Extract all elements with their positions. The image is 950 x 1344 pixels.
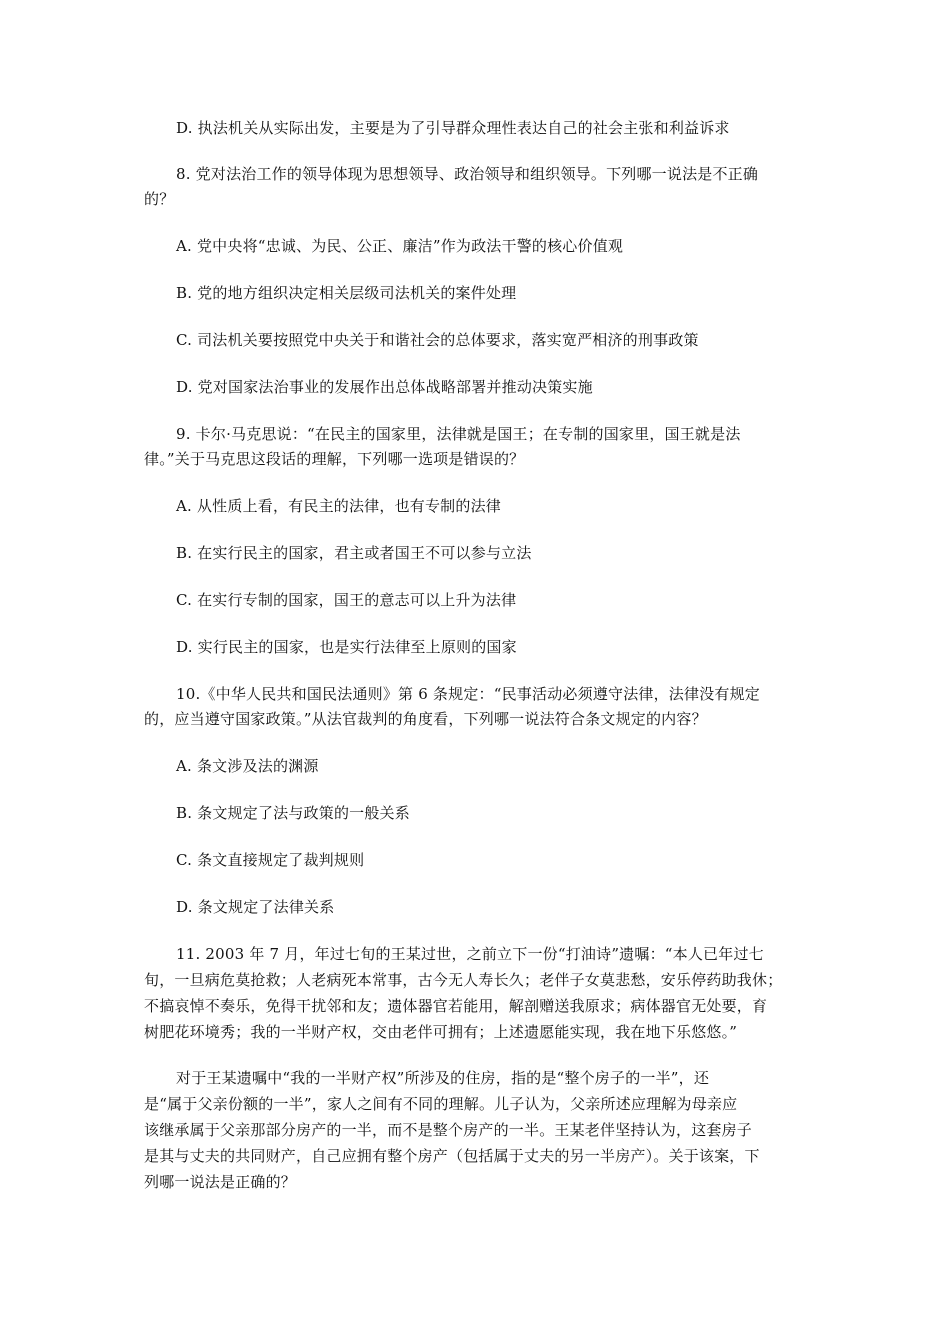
q11-para2-line3: 该继承属于父亲那部分房产的一半，而不是整个房产的一半。王某老伴坚持认为，这套房子	[144, 1121, 753, 1139]
q10-option-d: D. 条文规定了法律关系	[176, 898, 335, 916]
q11-stem-line3: 不搞哀悼不奏乐，免得干扰邻和友；遗体器官若能用，解剖赠送我原求；病体器官无处要，育	[144, 997, 768, 1015]
q8-stem-line2: 的？	[144, 190, 175, 208]
q8-stem-line1: 8. 党对法治工作的领导体现为思想领导、政治领导和组织领导。下列哪一说法是不正确	[176, 165, 759, 183]
q8-option-a: A. 党中央将“忠诚、为民、公正、廉洁”作为政法干警的核心价值观	[176, 237, 624, 255]
q10-stem-line2: 的，应当遵守国家政策。”从法官裁判的角度看，下列哪一说法符合条文规定的内容？	[144, 710, 707, 728]
q8-option-d: D. 党对国家法治事业的发展作出总体战略部署并推动决策实施	[176, 378, 593, 396]
q7-option-d: D. 执法机关从实际出发，主要是为了引导群众理性表达自己的社会主张和利益诉求	[176, 119, 730, 137]
q10-option-c: C. 条文直接规定了裁判规则	[176, 851, 365, 869]
q9-stem-line1: 9. 卡尔·马克思说：“在民主的国家里，法律就是国王；在专制的国家里，国王就是法	[176, 425, 741, 443]
q9-option-a: A. 从性质上看，有民主的法律，也有专制的法律	[176, 497, 501, 515]
q10-option-a: A. 条文涉及法的渊源	[176, 757, 319, 775]
q11-para2-line2: 是“属于父亲份额的一半”，家人之间有不同的理解。儿子认为，父亲所述应理解为母亲应	[144, 1095, 738, 1113]
q8-option-b: B. 党的地方组织决定相关层级司法机关的案件处理	[176, 284, 517, 302]
q9-option-d: D. 实行民主的国家，也是实行法律至上原则的国家	[176, 638, 517, 656]
q11-para2-line1: 对于王某遗嘱中“我的一半财产权”所涉及的住房，指的是“整个房子的一半”，还	[176, 1069, 710, 1087]
q11-para2-line5: 列哪一说法是正确的？	[144, 1173, 297, 1191]
q11-stem-line4: 树肥花环境秀；我的一半财产权，交由老伴可拥有；上述遗愿能实现，我在地下乐悠悠。”	[144, 1023, 738, 1041]
q11-stem-line1: 11. 2003 年 7 月，年过七旬的王某过世，之前立下一份“打油诗”遗嘱：“本人已年过七	[176, 945, 764, 963]
q9-option-c: C. 在实行专制的国家，国王的意志可以上升为法律	[176, 591, 517, 609]
q10-stem-line1: 10.《中华人民共和国民法通则》第 6 条规定：“民事活动必须遵守法律，法律没有规定	[176, 685, 761, 703]
q11-para2-line4: 是其与丈夫的共同财产，自己应拥有整个房产（包括属于丈夫的另一半房产）。关于该案，下	[144, 1147, 760, 1165]
q10-option-b: B. 条文规定了法与政策的一般关系	[176, 804, 410, 822]
q9-stem-line2: 律。”关于马克思这段话的理解，下列哪一选项是错误的？	[144, 450, 525, 468]
q8-option-c: C. 司法机关要按照党中央关于和谐社会的总体要求，落实宽严相济的刑事政策	[176, 331, 699, 349]
q11-stem-line2: 旬，一旦病危莫抢救；人老病死本常事，古今无人寿长久；老伴子女莫悲愁，安乐停药助我休；	[144, 971, 783, 989]
q9-option-b: B. 在实行民主的国家，君主或者国王不可以参与立法	[176, 544, 532, 562]
